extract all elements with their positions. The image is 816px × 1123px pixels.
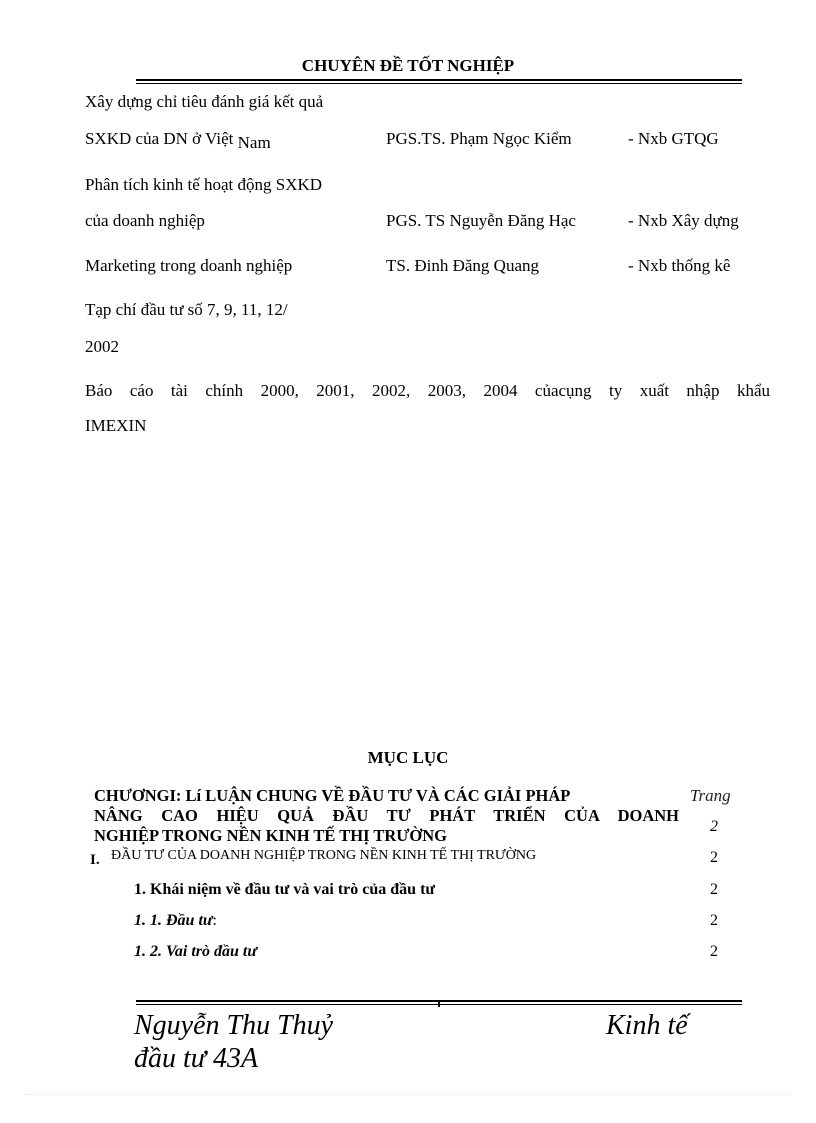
toc-item-2-page: 2 (710, 912, 718, 929)
toc-chapter-line2: NÂNG CAO HIỆU QUẢ ĐẦU TƯ PHÁT TRIỂN CỦA DOANH (94, 806, 679, 825)
reference-1-title-line2-text: SXKD của DN ở Việt (85, 129, 234, 148)
toc-chapter-title (94, 786, 679, 846)
reference-1-title-line2 (85, 129, 271, 152)
reference-3-title: Marketing trong doanh nghiệp (85, 256, 293, 275)
reference-1-title-line1: Xây dựng chỉ tiêu đánh giá kết quả (85, 92, 324, 111)
toc-page-column-label: Trang (690, 786, 731, 805)
reference-5-line1: Báo cáo tài chính 2000, 2001, 2002, 2003, 2004 củacụng ty xuất nhập khẩu (85, 381, 770, 400)
reference-3-author: TS. Đinh Đăng Quang (386, 256, 539, 275)
footer-rule-tick (438, 1002, 440, 1007)
toc-item-2-title: 1. 1. Đầu tư (134, 912, 213, 929)
reference-2-title-line1: Phân tích kinh tế hoạt động SXKD (85, 175, 323, 194)
toc-item-1-title: 1. Khái niệm về đầu tư và vai trò của đầu tư (134, 881, 435, 898)
page-header-title: CHUYÊN ĐỀ TỐT NGHIỆP (301, 56, 515, 75)
reference-2-title-line2: của doanh nghiệp (85, 211, 205, 230)
header-double-rule (136, 79, 742, 84)
footer-author-name: Nguyễn Thu Thuỷ (134, 1010, 334, 1041)
footer-class-line1: Kinh tế (606, 1010, 688, 1041)
toc-item-1-page: 2 (710, 881, 718, 898)
reference-4-line2: 2002 (85, 337, 119, 356)
toc-chapter-line1: CHƯƠNGI: Lí LUẬN CHUNG VỀ ĐẦU TƯ VÀ CÁC GIẢI PHÁP (94, 786, 571, 805)
toc-item-2 (134, 912, 217, 930)
page-bottom-dotted-border (24, 1094, 792, 1095)
toc-section-number: I. (90, 852, 100, 868)
reference-1-author: PGS.TS. Phạm Ngọc Kiểm (386, 129, 572, 148)
reference-1-title-line2-tail: Nam (237, 133, 271, 152)
toc-section-page: 2 (710, 849, 718, 866)
toc-section-title: ĐẦU TƯ CỦA DOANH NGHIỆP TRONG NỀN KINH TẾ THỊ TRƯỜNG (111, 848, 537, 863)
reference-2-author: PGS. TS Nguyễn Đăng Hạc (386, 211, 576, 230)
toc-chapter-page: 2 (710, 818, 718, 835)
reference-3-publisher: - Nxb thống kê (628, 256, 731, 275)
toc-item-2-suffix: : (212, 912, 217, 929)
toc-title: MỤC LỤC (367, 748, 449, 767)
toc-item-3-page: 2 (710, 943, 718, 960)
reference-5-line2: IMEXIN (85, 416, 147, 435)
reference-4-line1: Tạp chí đầu tư số 7, 9, 11, 12/ (85, 300, 288, 319)
toc-chapter-line3: NGHIỆP TRONG NỀN KINH TẾ THỊ TRƯỜNG (94, 826, 447, 845)
reference-2-publisher: - Nxb Xây dựng (628, 211, 739, 230)
footer-class-line2: đầu tư 43A (134, 1043, 259, 1074)
toc-item-3-title: 1. 2. Vai trò đầu tư (134, 943, 257, 960)
reference-1-publisher: - Nxb GTQG (628, 129, 719, 148)
